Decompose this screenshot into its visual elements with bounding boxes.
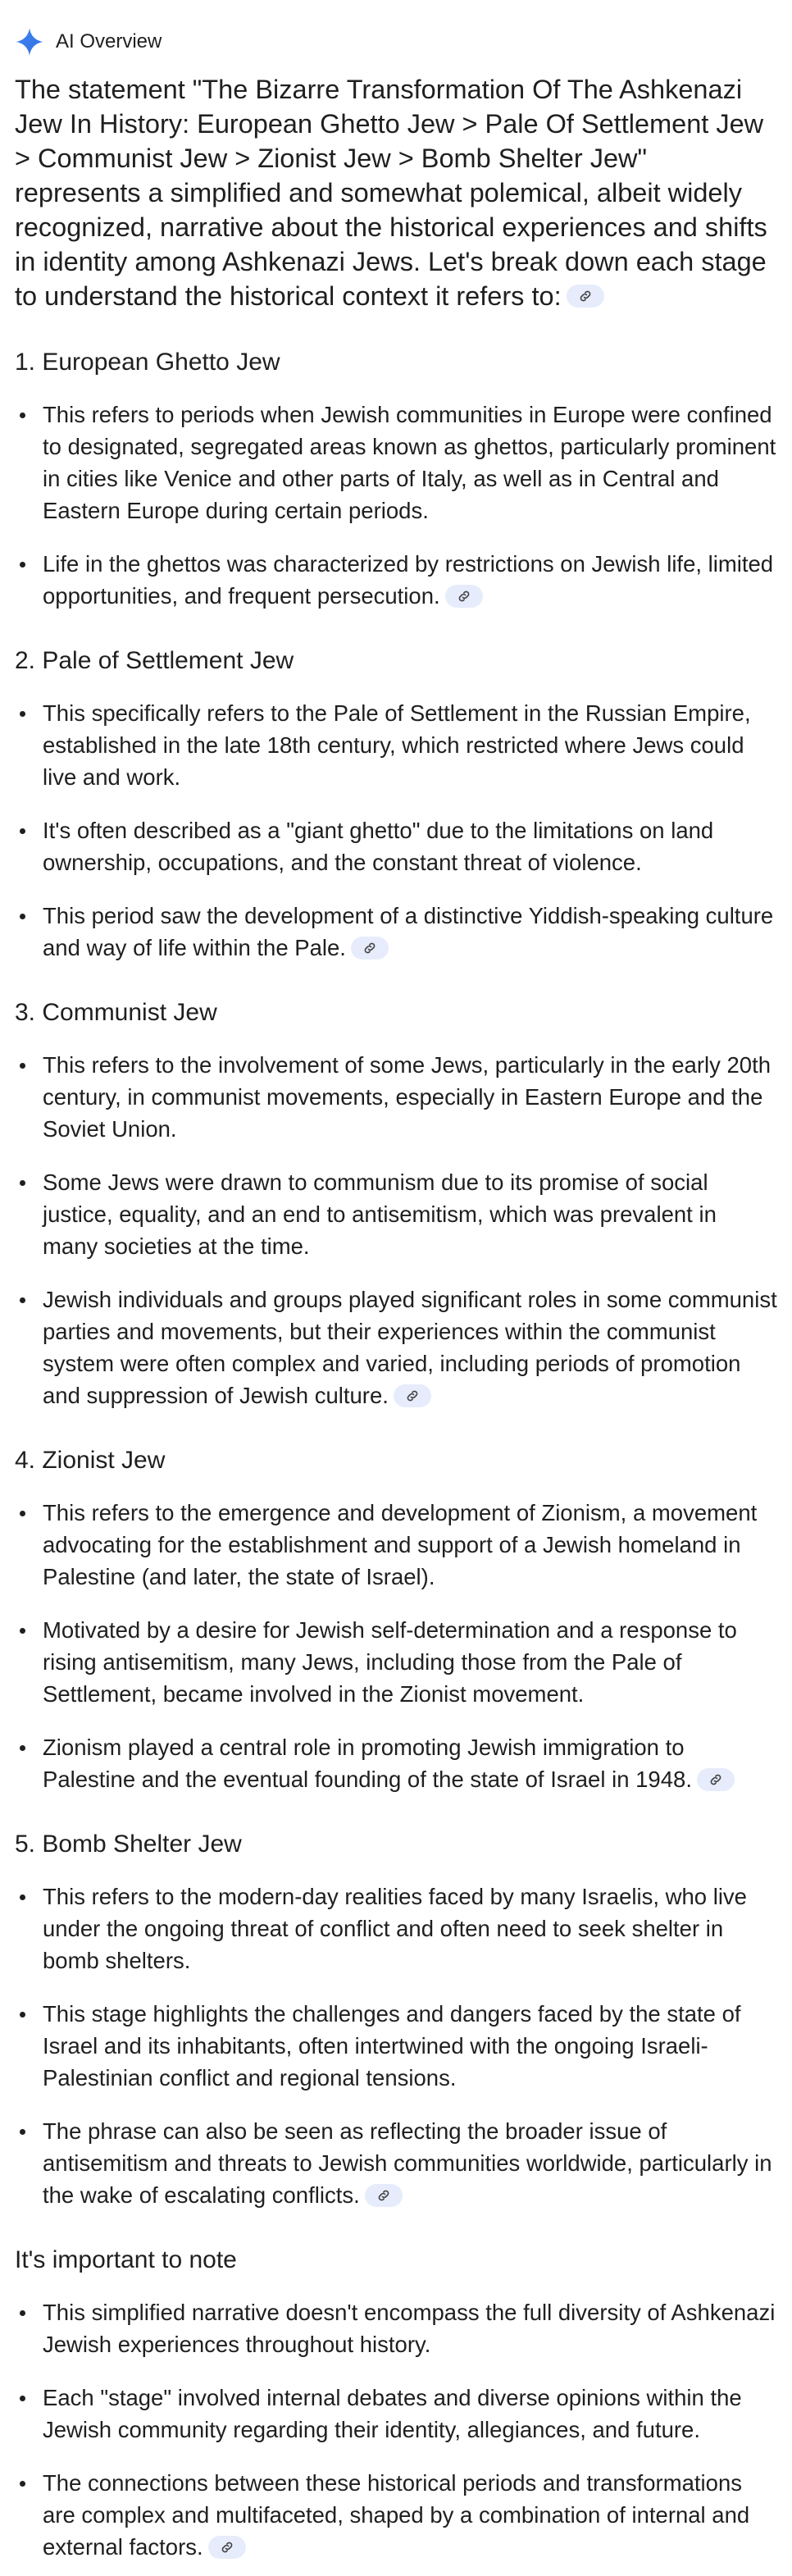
link-icon	[405, 1388, 420, 1403]
sparkle-icon	[15, 27, 44, 57]
section-pale-of-settlement-jew	[15, 645, 777, 964]
link-icon	[362, 941, 377, 955]
source-link-chip[interactable]	[445, 585, 483, 608]
section-bomb-shelter-jew	[15, 1828, 777, 2211]
section-title: 5. Bomb Shelter Jew	[15, 1831, 242, 1858]
list-item: This simplified narrative doesn't encompass the full diversity of Ashkenazi Jewish experiences throughout history.	[15, 2296, 777, 2360]
section-title: 3. Communist Jew	[15, 999, 217, 1026]
list-item: This period saw the development of a distinctive Yiddish-speaking culture and way of life within the Pale.	[15, 900, 777, 964]
bullet-list	[15, 697, 777, 964]
bullet-list	[15, 1881, 777, 2211]
list-item: Some Jews were drawn to communism due to its promise of social justice, equality, and an end to antisemitism, which was prevalent in many societies at the time.	[15, 1166, 777, 1262]
link-icon	[457, 589, 471, 604]
list-item: Life in the ghettos was characterized by restrictions on Jewish life, limited opportunities, and frequent persecution.	[15, 548, 777, 612]
section-title: 4. Zionist Jew	[15, 1447, 166, 1474]
link-icon	[220, 2540, 234, 2555]
list-item: This stage highlights the challenges and dangers faced by the state of Israel and its inhabitants, often intertwined with the ongoing Israeli-Palestinian conflict and regional tensions.	[15, 1998, 777, 2094]
section-european-ghetto-jew	[15, 346, 777, 612]
bullet-list	[15, 399, 777, 612]
bullet-list	[15, 1497, 777, 1795]
source-link-chip[interactable]	[351, 937, 389, 960]
source-link-chip[interactable]	[394, 1384, 431, 1407]
section-communist-jew	[15, 996, 777, 1411]
link-icon	[578, 289, 593, 303]
section-zionist-jew	[15, 1444, 777, 1795]
bullet-list	[15, 1049, 777, 1411]
section-title: It's important to note	[15, 2246, 237, 2273]
list-item: This refers to periods when Jewish communities in Europe were confined to designated, segregated areas known as ghettos, particularly prominent in cities like Venice and other parts of Italy, as well as in Central and Eastern Europe during certain periods.	[15, 399, 777, 527]
link-icon	[376, 2188, 391, 2203]
list-item: The connections between these historical periods and transformations are complex and multifaceted, shaped by a combination of internal and external factors.	[15, 2467, 777, 2563]
list-item: It's often described as a "giant ghetto" due to the limitations on land ownership, occupations, and the constant threat of violence.	[15, 814, 777, 878]
ai-overview-header	[15, 0, 777, 64]
intro-paragraph	[15, 72, 777, 313]
list-item: Zionism played a central role in promoting Jewish immigration to Palestine and the eventual founding of the state of Israel in 1948.	[15, 1731, 777, 1795]
ai-overview-title: AI Overview	[56, 30, 162, 52]
list-item: This specifically refers to the Pale of Settlement in the Russian Empire, established in the late 18th century, which restricted where Jews could live and work.	[15, 697, 777, 793]
list-item: Each "stage" involved internal debates and diverse opinions within the Jewish community regarding their identity, allegiances, and future.	[15, 2382, 777, 2446]
source-link-chip[interactable]	[567, 285, 604, 308]
source-link-chip[interactable]	[208, 2536, 246, 2559]
intro-text: The statement "The Bizarre Transformation Of The Ashkenazi Jew In History: European Ghetto Jew > Pale Of Settlement Jew > Communist Jew > Zionist Jew > Bomb Shelter Jew" represents a simplified and somewhat polemical, albeit widely recognized, narrative about the historical experiences and shifts in identity among Ashkenazi Jews. Let's break down each stage to understand the historical context it refers to:	[15, 75, 767, 311]
list-item: This refers to the involvement of some Jews, particularly in the early 20th century, in communist movements, especially in Eastern Europe and the Soviet Union.	[15, 1049, 777, 1145]
list-item: Jewish individuals and groups played significant roles in some communist parties and movements, but their experiences within the communist system were often complex and varied, including periods of promotion and suppression of Jewish culture.	[15, 1283, 777, 1411]
link-icon	[708, 1772, 723, 1787]
source-link-chip[interactable]	[697, 1768, 735, 1791]
section-title: 1. European Ghetto Jew	[15, 349, 280, 376]
section-title: 2. Pale of Settlement Jew	[15, 647, 294, 674]
list-item: This refers to the emergence and development of Zionism, a movement advocating for the establishment and support of a Jewish homeland in Palestine (and later, the state of Israel).	[15, 1497, 777, 1593]
list-item: Motivated by a desire for Jewish self-determination and a response to rising antisemitism, many Jews, including those from the Pale of Settlement, became involved in the Zionist movement.	[15, 1614, 777, 1710]
bullet-list	[15, 2296, 777, 2563]
section-important-to-note	[15, 2244, 777, 2563]
list-item: The phrase can also be seen as reflecting the broader issue of antisemitism and threats to Jewish communities worldwide, particularly in the wake of escalating conflicts.	[15, 2115, 777, 2211]
list-item: This refers to the modern-day realities faced by many Israelis, who live under the ongoing threat of conflict and often need to seek shelter in bomb shelters.	[15, 1881, 777, 1976]
source-link-chip[interactable]	[365, 2184, 403, 2207]
